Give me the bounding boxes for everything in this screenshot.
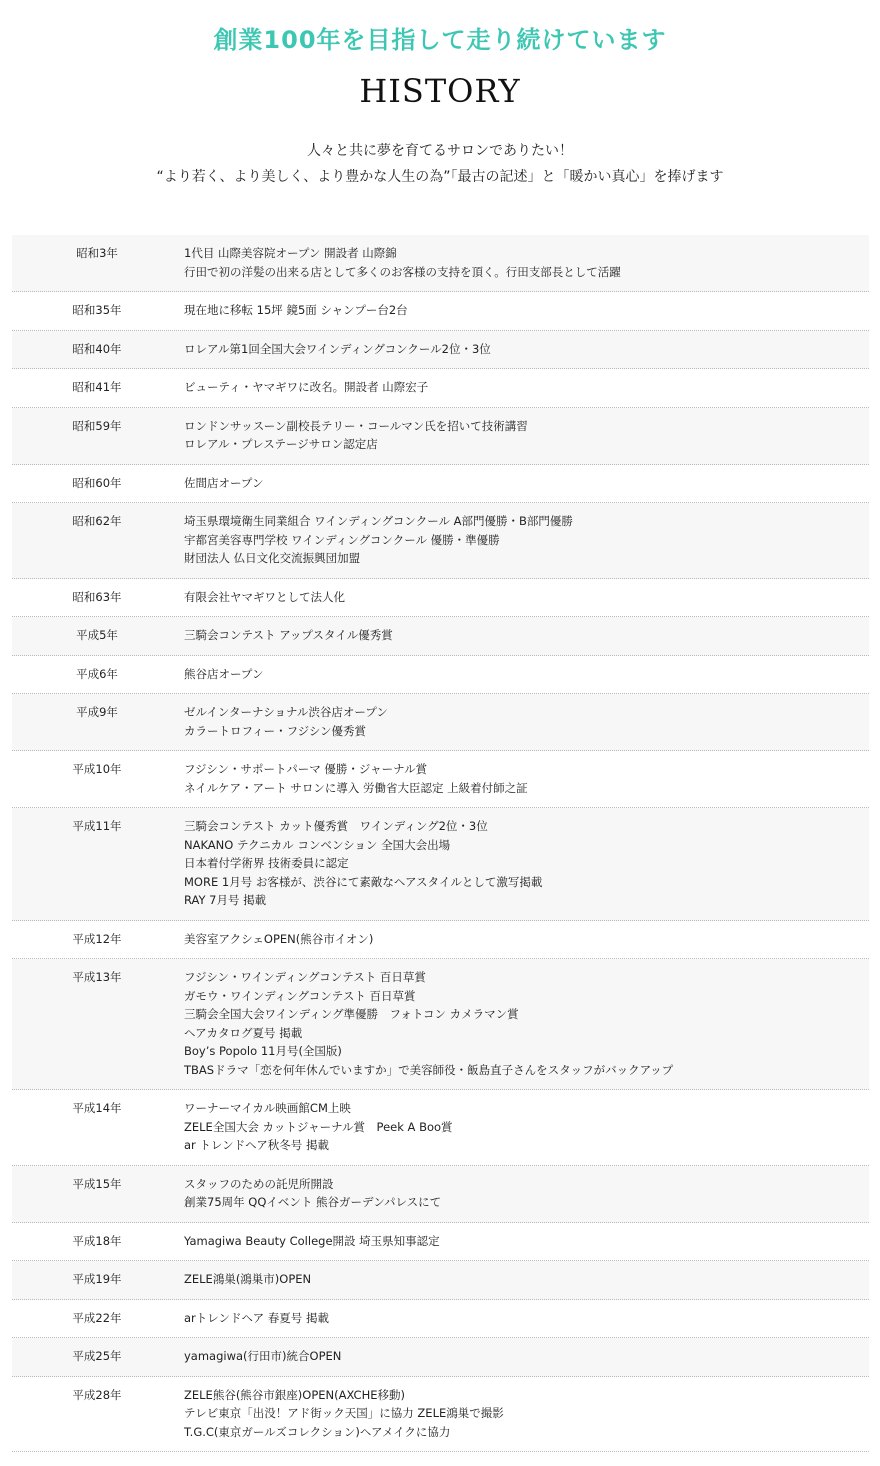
history-row (12, 808, 869, 921)
history-events (184, 665, 869, 684)
history-event: 三騎会全国大会ワインディング準優勝 フォトコン カメラマン賞 (184, 1007, 519, 1021)
history-events (184, 760, 869, 797)
history-row (12, 235, 869, 292)
history-row (12, 656, 869, 695)
history-event: 1代目 山際美容院オープン 開設者 山際錦 (184, 246, 397, 260)
history-row (12, 751, 869, 808)
history-events (184, 340, 869, 359)
history-year: 平成14年 (72, 1101, 122, 1115)
history-event: 三騎会コンテスト アップスタイル優秀賞 (184, 628, 393, 642)
history-year: 平成22年 (72, 1310, 122, 1325)
intro-line-2: “より若く、より美しく、より豊かな人生の為”「最古の記述」と「暖かい真心」を捧げます (156, 169, 724, 185)
history-year: 平成19年 (72, 1272, 122, 1286)
history-event: 宇都宮美容専門学校 ワインディングコンクール 優勝・準優勝 (184, 532, 500, 547)
history-events (184, 1270, 869, 1289)
history-event: 行田で初の洋髪の出来る店として多くのお客様の支持を頂く。行田支部長として活躍 (184, 264, 621, 279)
history-row (12, 1166, 869, 1223)
history-year: 昭和40年 (72, 341, 122, 356)
history-event: ロレアル・プレステージサロン認定店 (184, 437, 378, 451)
history-events (184, 1386, 869, 1442)
history-events (184, 1347, 869, 1366)
history-event: 熊谷店オープン (184, 666, 264, 681)
history-event: Yamagiwa Beauty College開設 埼玉県知事認定 (184, 1233, 440, 1248)
history-events (184, 1309, 869, 1328)
history-row (12, 369, 869, 408)
history-year: 昭和35年 (72, 303, 122, 317)
history-event: ゼルインターナショナル渋谷店オープン (184, 705, 388, 719)
history-event: 有限会社ヤマギワとして法人化 (184, 589, 345, 604)
history-event: RAY 7月号 掲載 (184, 893, 267, 907)
history-row (12, 292, 869, 331)
history-events (184, 244, 869, 281)
history-event: 三騎会コンテスト カット優秀賞 ワインディング2位・3位 (184, 819, 488, 833)
history-year: 平成12年 (72, 931, 122, 946)
history-year: 昭和3年 (76, 246, 118, 260)
history-event: NAKANO テクニカル コンベンション 全国大会出場 (184, 837, 451, 852)
history-events (184, 1099, 869, 1155)
history-year: 平成11年 (72, 819, 122, 833)
history-year: 平成6年 (76, 666, 118, 681)
history-event: T.G.C(東京ガールズコレクション)ヘアメイクに協力 (184, 1424, 451, 1439)
history-row (12, 1300, 869, 1339)
history-event: ZELE鴻巣(鴻巣市)OPEN (184, 1272, 312, 1286)
history-events (184, 1175, 869, 1212)
history-row (12, 959, 869, 1090)
history-event: 埼玉県環境衛生同業組合 ワインディングコンクール A部門優勝・B部門優勝 (184, 514, 573, 528)
history-event: フジシン・ワインディングコンテスト 百日草賞 (184, 970, 426, 984)
history-event: arトレンドヘア 春夏号 掲載 (184, 1310, 329, 1325)
history-events (184, 512, 869, 568)
history-year: 平成5年 (76, 628, 118, 642)
history-events (184, 417, 869, 454)
history-event: ar トレンドヘア秋冬号 掲載 (184, 1138, 329, 1152)
history-event: テレビ東京「出没！アド街ック天国」に協力 ZELE鴻巣で撮影 (184, 1406, 504, 1420)
history-year: 平成13年 (72, 970, 122, 984)
history-event: カラートロフィー・フジシン優秀賞 (184, 723, 367, 738)
history-event: 創業75周年 QQイベント 熊谷ガーデンパレスにて (184, 1195, 442, 1209)
history-event: ZELE全国大会 カットジャーナル賞 Peek A Boo賞 (184, 1119, 453, 1134)
history-event: 財団法人 仏日文化交流振興団加盟 (184, 551, 361, 565)
history-row (12, 408, 869, 465)
history-event: ビューティ・ヤマギワに改名。開設者 山際宏子 (184, 380, 429, 394)
history-events (184, 817, 869, 910)
history-event: 現在地に移転 15坪 鏡5面 シャンプー台2台 (184, 303, 408, 317)
history-event: ZELE熊谷(熊谷市銀座)OPEN(AXCHE移動) (184, 1387, 405, 1402)
history-event: ネイルケア・アート サロンに導入 労働省大臣認定 上級着付師之証 (184, 780, 528, 795)
history-row (12, 617, 869, 656)
history-row (12, 331, 869, 370)
history-event: 佐間店オープン (184, 475, 264, 490)
history-event: yamagiwa(行田市)統合OPEN (184, 1349, 342, 1363)
history-year: 平成15年 (72, 1176, 122, 1191)
history-year: 昭和59年 (72, 418, 122, 433)
history-events (184, 703, 869, 740)
history-events (184, 378, 869, 397)
history-events (184, 968, 869, 1079)
history-event: Boy’s Popolo 11月号(全国版) (184, 1044, 342, 1058)
history-year: 平成10年 (72, 762, 122, 776)
history-year: 平成18年 (72, 1233, 122, 1248)
history-event: 日本着付学術界 技術委員に認定 (184, 856, 349, 870)
history-row (12, 921, 869, 960)
page-tagline: 創業100年を目指して走り続けています (213, 26, 667, 54)
history-event: スタッフのための託児所開設 (184, 1176, 334, 1191)
history-row (12, 579, 869, 618)
history-table (12, 235, 869, 1452)
history-event: ロレアル第1回全国大会ワインディングコンクール2位・3位 (184, 341, 491, 356)
history-events (184, 1232, 869, 1251)
history-year: 昭和62年 (72, 514, 122, 528)
history-events (184, 588, 869, 607)
history-event: ヘアカタログ夏号 掲載 (184, 1025, 303, 1040)
history-row (12, 1223, 869, 1262)
history-year: 平成28年 (72, 1387, 122, 1402)
intro-text (0, 138, 880, 190)
history-row (12, 694, 869, 751)
history-row (12, 1338, 869, 1377)
history-events (184, 626, 869, 645)
history-event: ワーナーマイカル映画館CM上映 (184, 1101, 351, 1115)
history-event: ガモウ・ワインディングコンテスト 百日草賞 (184, 988, 416, 1003)
history-row (12, 465, 869, 504)
history-year: 平成25年 (72, 1349, 122, 1363)
intro-line-1: 人々と共に夢を育てるサロンでありたい！ (307, 143, 573, 159)
history-event: TBASドラマ「恋を何年休んでいますか」で美容師役・飯島直子さんをスタッフがバックアップ (184, 1062, 674, 1077)
history-year: 昭和60年 (72, 475, 122, 490)
history-year: 昭和63年 (72, 589, 122, 604)
history-events (184, 301, 869, 320)
history-row (12, 503, 869, 579)
history-events (184, 474, 869, 493)
history-row (12, 1090, 869, 1166)
history-row (12, 1377, 869, 1453)
history-event: MORE 1月号 お客様が、渋谷にて素敵なヘアスタイルとして激写掲載 (184, 874, 543, 889)
history-year: 昭和41年 (72, 380, 122, 394)
history-event: 美容室アクシェOPEN(熊谷市イオン) (184, 931, 374, 946)
history-event: ロンドンサッスーン副校長テリー・コールマン氏を招いて技術講習 (184, 418, 528, 433)
page-title: HISTORY (359, 72, 521, 110)
history-events (184, 930, 869, 949)
history-row (12, 1261, 869, 1300)
history-year: 平成9年 (76, 705, 118, 719)
history-event: フジシン・サポートパーマ 優勝・ジャーナル賞 (184, 762, 428, 776)
